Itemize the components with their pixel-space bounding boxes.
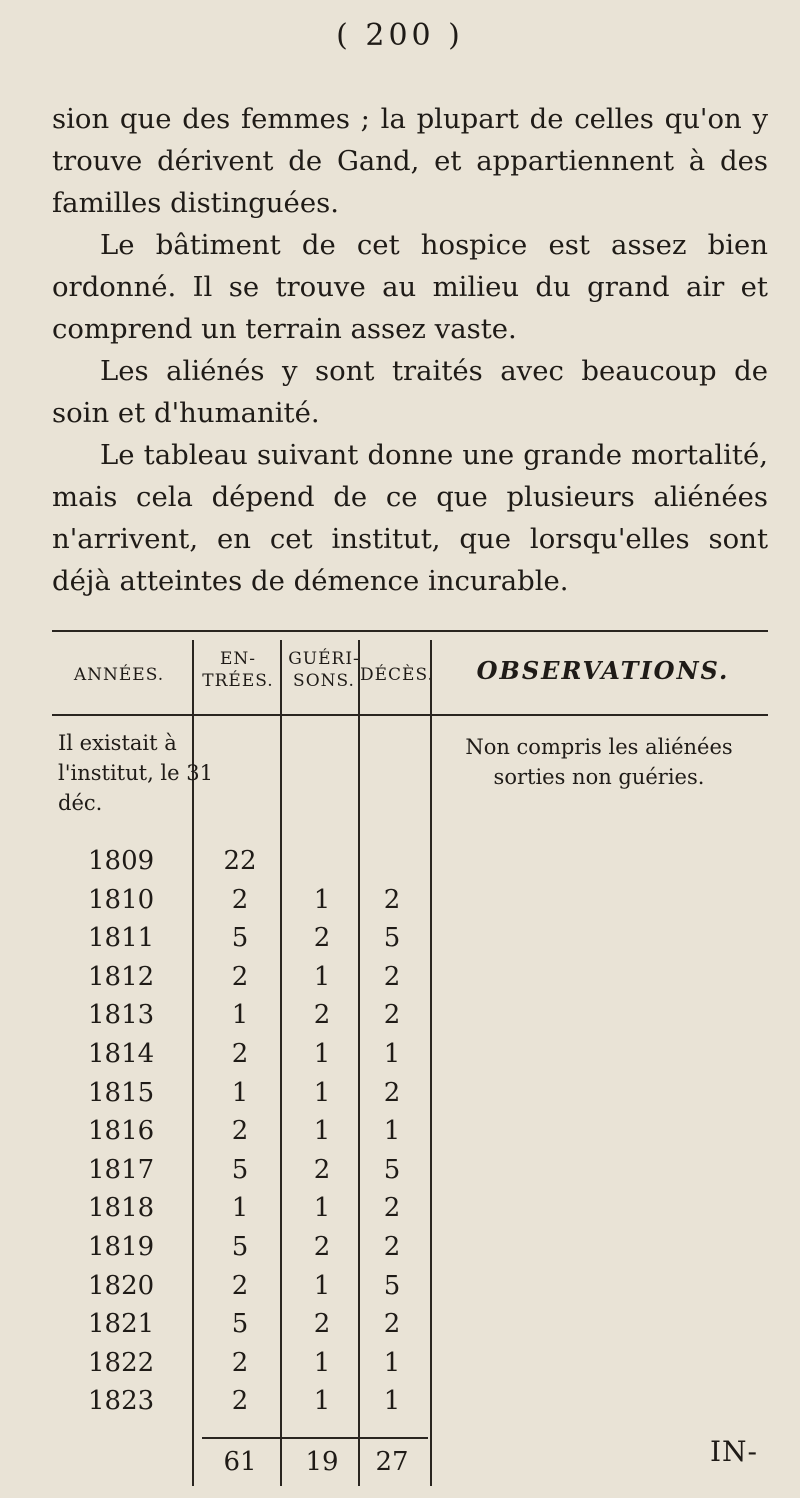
deces-cell: 2: [383, 1077, 401, 1108]
entrees-cell: 2: [231, 1347, 249, 1378]
entrees-cell: 5: [231, 1309, 249, 1340]
totals-row: [52, 1442, 768, 1482]
year-cell: 1818: [88, 1193, 155, 1224]
guerisons-cell: 1: [313, 1039, 331, 1069]
total-guerisons: 19: [305, 1447, 339, 1477]
guerisons-cell: 1: [313, 961, 331, 992]
deces-cell: 2: [383, 884, 401, 915]
guerisons-cell: 2: [313, 1309, 331, 1340]
entrees-cell: 22: [223, 846, 257, 876]
guerisons-cell: 2: [313, 1232, 331, 1262]
year-cell: 1811: [88, 923, 155, 954]
statistics-table: [52, 630, 768, 1490]
deces-cell: 2: [383, 961, 401, 992]
catchword: IN-: [709, 1435, 758, 1468]
deces-cell: 2: [383, 1000, 401, 1031]
guerisons-cell: 1: [313, 1116, 331, 1147]
guerisons-cell: 1: [313, 1270, 331, 1301]
guerisons-cell: 2: [313, 923, 331, 954]
year-cell: 1823: [88, 1386, 155, 1417]
guerisons-cell: 1: [313, 1386, 331, 1417]
deces-cell: 1: [383, 1347, 401, 1378]
entrees-cell: 5: [231, 1154, 249, 1185]
entrees-cell: 2: [231, 884, 249, 915]
entrees-cell: 2: [231, 1386, 249, 1417]
observations-note: Non compris les aliénées sorties non guéries.: [465, 735, 733, 789]
year-cell: 1814: [88, 1039, 155, 1069]
deces-cell: 5: [383, 923, 401, 954]
totals-rule: [202, 1437, 428, 1439]
guerisons-cell: 1: [313, 1347, 331, 1378]
table-row: [52, 1189, 768, 1227]
year-cell: 1812: [88, 961, 155, 992]
deces-cell: 5: [383, 1270, 401, 1301]
header-annees: ANNÉES.: [73, 665, 165, 685]
deces-cell: 1: [383, 1386, 401, 1417]
table-row: [52, 1305, 768, 1343]
deces-cell: 2: [383, 1309, 401, 1340]
year-cell: 1815: [88, 1077, 155, 1108]
entrees-cell: 1: [231, 1193, 249, 1224]
entrees-cell: 1: [231, 1000, 249, 1031]
table-row: [52, 1382, 768, 1420]
table-row: [52, 1344, 768, 1382]
deces-cell: 2: [383, 1193, 401, 1224]
year-cell: 1822: [88, 1347, 155, 1378]
guerisons-cell: 2: [313, 1000, 331, 1031]
entrees-cell: 5: [231, 923, 249, 954]
table-row: [52, 996, 768, 1034]
table-row: [52, 1228, 768, 1266]
deces-cell: 5: [383, 1154, 401, 1185]
table-row: [52, 1074, 768, 1112]
deces-cell: 1: [383, 1116, 401, 1147]
year-cell: 1820: [88, 1270, 155, 1301]
table-row: [52, 919, 768, 957]
entrees-cell: 1: [231, 1077, 249, 1108]
header-entrees: EN- TRÉES.: [202, 649, 274, 691]
table-row: [52, 958, 768, 996]
year-cell: 1821: [88, 1309, 155, 1340]
table-row: [52, 1267, 768, 1305]
header-observations: OBSERVATIONS.: [476, 656, 730, 685]
year-cell: 1817: [88, 1154, 155, 1185]
entrees-cell: 5: [231, 1232, 249, 1262]
paragraph-4: Le tableau suivant donne une grande mortalité, mais cela dépend de ce que plusieurs aliénées n'arrivent, en cet institut, que lorsqu'elles sont déjà atteintes de démence incurable.: [52, 439, 768, 597]
entrees-cell: 2: [231, 1270, 249, 1301]
header-guerisons: GUÉRI- SONS.: [288, 649, 360, 691]
entrees-cell: 2: [231, 961, 249, 992]
guerisons-cell: 1: [313, 1077, 331, 1108]
deces-cell: 2: [383, 1232, 401, 1262]
paragraph-3: Les aliénés y sont traités avec beaucoup de soin et d'humanité.: [52, 355, 768, 429]
page-number: ( 200 ): [336, 18, 464, 53]
body-text: [52, 98, 768, 602]
table-header: [52, 640, 768, 710]
entrees-cell: 2: [231, 1039, 249, 1069]
header-deces: DÉCÈS.: [360, 665, 434, 685]
guerisons-cell: 1: [313, 884, 331, 915]
entrees-cell: 2: [231, 1116, 249, 1147]
year-cell: 1813: [88, 1000, 155, 1031]
year-cell: 1819: [88, 1232, 155, 1262]
guerisons-cell: 1: [313, 1193, 331, 1224]
total-entrees: 61: [223, 1447, 257, 1477]
table-row: [52, 881, 768, 919]
table-row: [52, 1035, 768, 1073]
total-deces: 27: [375, 1447, 409, 1477]
table-row: [52, 842, 768, 880]
table-top-rule: [52, 630, 768, 632]
table-row: [52, 1151, 768, 1189]
year-cell: 1816: [88, 1116, 155, 1147]
paragraph-2: Le bâtiment de cet hospice est assez bien ordonné. Il se trouve au milieu du grand air et comprend un terrain assez vaste.: [52, 229, 768, 345]
paragraph-1: sion que des femmes ; la plupart de celles qu'on y trouve dérivent de Gand, et appartiennent à des familles distinguées.: [52, 103, 768, 219]
deces-cell: 1: [383, 1039, 401, 1069]
guerisons-cell: 2: [313, 1154, 331, 1185]
table-intro: Il existait à l'institut, le 31 déc.: [58, 731, 213, 815]
table-row: [52, 1112, 768, 1150]
year-cell: 1809: [88, 846, 155, 876]
table-header-rule: [52, 714, 768, 716]
year-cell: 1810: [88, 884, 155, 915]
